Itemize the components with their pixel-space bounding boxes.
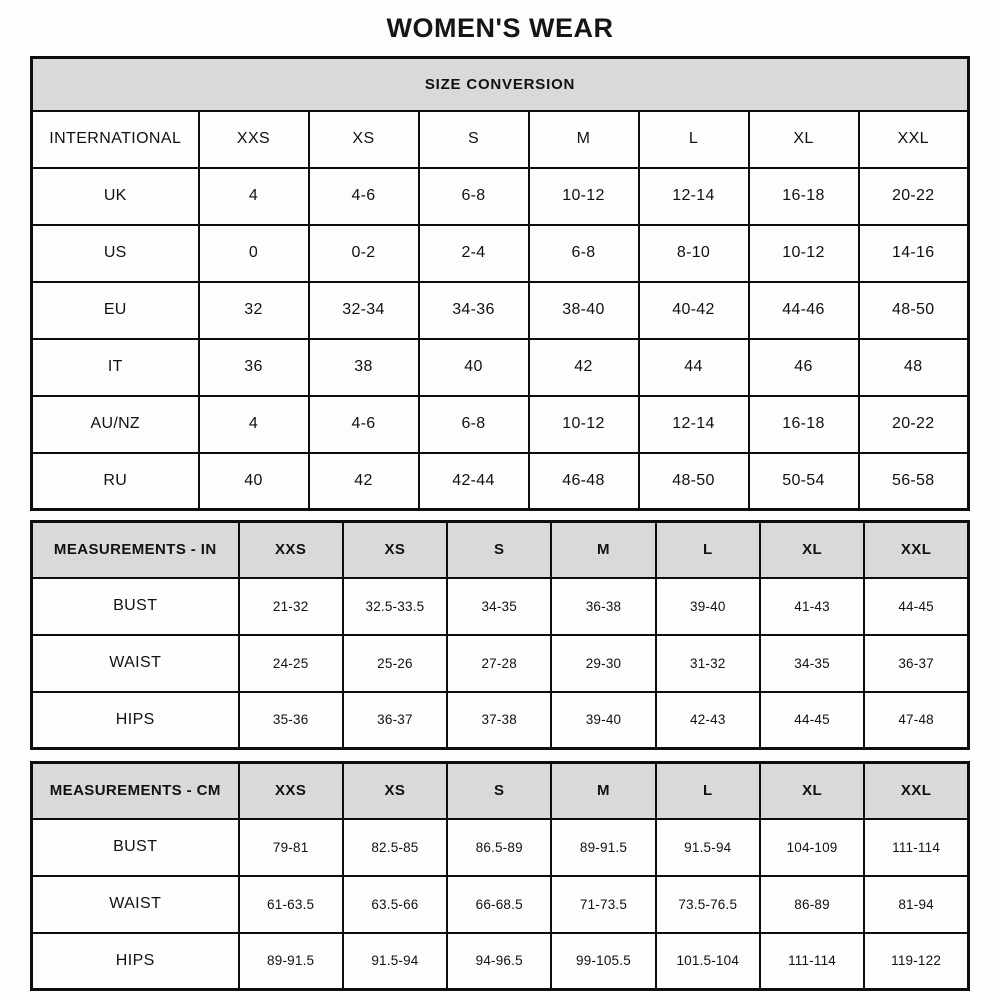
table-row-aunz — [32, 396, 969, 453]
cell: 8-10 — [639, 225, 749, 282]
measurements-cm-columns-row — [32, 763, 969, 819]
cell: 44-46 — [749, 282, 859, 339]
cell: 10-12 — [749, 225, 859, 282]
cell: 38 — [309, 339, 419, 396]
cell: 40 — [419, 339, 529, 396]
cell: 4-6 — [309, 396, 419, 453]
cell: 0 — [199, 225, 309, 282]
cell: 48-50 — [639, 453, 749, 510]
table-row-bust-in — [32, 578, 969, 635]
cell: 16-18 — [749, 396, 859, 453]
cell: 44-45 — [760, 692, 864, 749]
cell: 12-14 — [639, 168, 749, 225]
row-label: AU/NZ — [32, 396, 199, 453]
cell: 44-45 — [864, 578, 968, 635]
cell: 91.5-94 — [343, 933, 447, 990]
column-header-xl: XL — [760, 763, 864, 819]
cell: 32-34 — [309, 282, 419, 339]
cell: 38-40 — [529, 282, 639, 339]
column-header-l: L — [639, 111, 749, 168]
measurements-cm-header: MEASUREMENTS - CM — [32, 763, 239, 819]
cell: 66-68.5 — [447, 876, 551, 933]
cell: 35-36 — [239, 692, 343, 749]
cell: 6-8 — [419, 396, 529, 453]
column-header-l: L — [656, 522, 760, 578]
column-header-s: S — [419, 111, 529, 168]
table-row-bust-cm — [32, 819, 969, 876]
cell: 36 — [199, 339, 309, 396]
cell: 10-12 — [529, 168, 639, 225]
cell: 48 — [859, 339, 969, 396]
row-label: BUST — [32, 578, 239, 635]
row-label: WAIST — [32, 876, 239, 933]
cell: 34-36 — [419, 282, 529, 339]
column-header-xxs: XXS — [199, 111, 309, 168]
column-header-xs: XS — [343, 522, 447, 578]
column-header-xs: XS — [343, 763, 447, 819]
column-header-s: S — [447, 763, 551, 819]
size-conversion-columns-row — [32, 111, 969, 168]
column-header-m: M — [551, 763, 655, 819]
cell: 111-114 — [760, 933, 864, 990]
table-row-waist-in — [32, 635, 969, 692]
cell: 42-44 — [419, 453, 529, 510]
size-conversion-banner-row — [32, 58, 969, 111]
cell: 50-54 — [749, 453, 859, 510]
column-header-xl: XL — [749, 111, 859, 168]
column-header-l: L — [656, 763, 760, 819]
cell: 32 — [199, 282, 309, 339]
column-header-xxs: XXS — [239, 763, 343, 819]
column-header-xxs: XXS — [239, 522, 343, 578]
cell: 36-38 — [551, 578, 655, 635]
column-header-xxl: XXL — [864, 522, 968, 578]
column-header-s: S — [447, 522, 551, 578]
cell: 42 — [529, 339, 639, 396]
cell: 10-12 — [529, 396, 639, 453]
cell: 36-37 — [343, 692, 447, 749]
measurements-in-columns-row — [32, 522, 969, 578]
size-conversion-table — [30, 56, 970, 511]
cell: 71-73.5 — [551, 876, 655, 933]
column-header-m: M — [529, 111, 639, 168]
table-row-it — [32, 339, 969, 396]
row-label: WAIST — [32, 635, 239, 692]
cell: 42-43 — [656, 692, 760, 749]
table-row-eu — [32, 282, 969, 339]
cell: 44 — [639, 339, 749, 396]
cell: 37-38 — [447, 692, 551, 749]
cell: 39-40 — [656, 578, 760, 635]
cell: 119-122 — [864, 933, 968, 990]
table-row-hips-in — [32, 692, 969, 749]
cell: 46-48 — [529, 453, 639, 510]
cell: 20-22 — [859, 168, 969, 225]
cell: 31-32 — [656, 635, 760, 692]
cell: 12-14 — [639, 396, 749, 453]
row-label: HIPS — [32, 933, 239, 990]
cell: 46 — [749, 339, 859, 396]
cell: 4 — [199, 396, 309, 453]
cell: 0-2 — [309, 225, 419, 282]
cell: 81-94 — [864, 876, 968, 933]
cell: 32.5-33.5 — [343, 578, 447, 635]
cell: 48-50 — [859, 282, 969, 339]
measurements-in-header: MEASUREMENTS - IN — [32, 522, 239, 578]
measurements-in-table — [30, 520, 970, 750]
cell: 4 — [199, 168, 309, 225]
cell: 63.5-66 — [343, 876, 447, 933]
cell: 34-35 — [760, 635, 864, 692]
cell: 24-25 — [239, 635, 343, 692]
cell: 111-114 — [864, 819, 968, 876]
column-header-m: M — [551, 522, 655, 578]
cell: 101.5-104 — [656, 933, 760, 990]
cell: 29-30 — [551, 635, 655, 692]
page-title: WOMEN'S WEAR — [386, 13, 614, 43]
cell: 39-40 — [551, 692, 655, 749]
cell: 42 — [309, 453, 419, 510]
table-row-waist-cm — [32, 876, 969, 933]
cell: 47-48 — [864, 692, 968, 749]
row-label: IT — [32, 339, 199, 396]
cell: 94-96.5 — [447, 933, 551, 990]
cell: 21-32 — [239, 578, 343, 635]
row-label: UK — [32, 168, 199, 225]
table-row-hips-cm — [32, 933, 969, 990]
cell: 41-43 — [760, 578, 864, 635]
cell: 27-28 — [447, 635, 551, 692]
row-label: HIPS — [32, 692, 239, 749]
cell: 82.5-85 — [343, 819, 447, 876]
column-header-xxl: XXL — [859, 111, 969, 168]
cell: 4-6 — [309, 168, 419, 225]
column-header-international: INTERNATIONAL — [32, 111, 199, 168]
cell: 40-42 — [639, 282, 749, 339]
column-header-xxl: XXL — [864, 763, 968, 819]
cell: 104-109 — [760, 819, 864, 876]
table-row-us — [32, 225, 969, 282]
cell: 73.5-76.5 — [656, 876, 760, 933]
cell: 20-22 — [859, 396, 969, 453]
cell: 99-105.5 — [551, 933, 655, 990]
cell: 86-89 — [760, 876, 864, 933]
row-label: BUST — [32, 819, 239, 876]
cell: 56-58 — [859, 453, 969, 510]
cell: 25-26 — [343, 635, 447, 692]
row-label: US — [32, 225, 199, 282]
cell: 6-8 — [419, 168, 529, 225]
cell: 40 — [199, 453, 309, 510]
cell: 89-91.5 — [551, 819, 655, 876]
column-header-xl: XL — [760, 522, 864, 578]
cell: 2-4 — [419, 225, 529, 282]
cell: 89-91.5 — [239, 933, 343, 990]
measurements-cm-table — [30, 761, 970, 991]
cell: 91.5-94 — [656, 819, 760, 876]
cell: 79-81 — [239, 819, 343, 876]
size-conversion-header: SIZE CONVERSION — [32, 58, 969, 111]
cell: 86.5-89 — [447, 819, 551, 876]
cell: 16-18 — [749, 168, 859, 225]
cell: 36-37 — [864, 635, 968, 692]
table-row-uk — [32, 168, 969, 225]
cell: 6-8 — [529, 225, 639, 282]
column-header-xs: XS — [309, 111, 419, 168]
cell: 61-63.5 — [239, 876, 343, 933]
cell: 14-16 — [859, 225, 969, 282]
row-label: RU — [32, 453, 199, 510]
table-row-ru — [32, 453, 969, 510]
row-label: EU — [32, 282, 199, 339]
cell: 34-35 — [447, 578, 551, 635]
